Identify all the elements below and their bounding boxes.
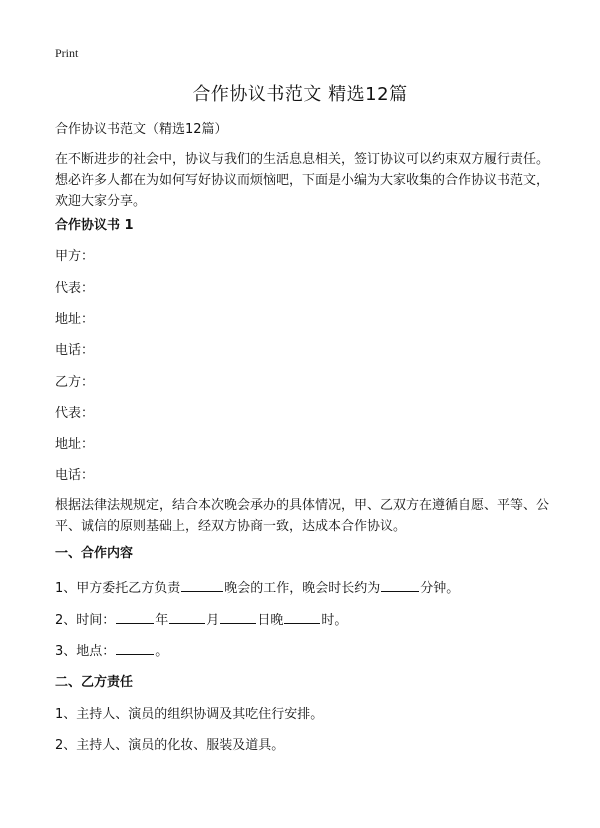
field-representative-b: 代表：	[55, 406, 95, 421]
field-phone-a: 电话：	[55, 343, 95, 358]
field-phone-b: 电话：	[55, 468, 95, 483]
section-title: 合作协议书 1	[55, 218, 134, 233]
blank-field	[220, 609, 256, 624]
document-subtitle: 合作协议书范文（精选12篇）	[55, 122, 228, 137]
intro-paragraph: 在不断进步的社会中，协议与我们的生活息息相关，签订协议可以约束双方履行责任。想必许多人都在为如何写好协议而烦恼吧，下面是小编为大家收集的合作协议书范文，欢迎大家分享。	[55, 152, 550, 209]
item3-text-b: 。	[155, 644, 169, 659]
item3-line	[55, 640, 168, 662]
item1-text-b: 晚会的工作，晚会时长约为	[224, 581, 381, 596]
duty1-line: 1、主持人、演员的组织协调及其吃住行安排。	[55, 707, 324, 722]
item1-text-a: 1、甲方委托乙方负责	[55, 581, 181, 596]
blank-field	[181, 577, 223, 592]
blank-field	[169, 609, 205, 624]
item2-text-a: 2、时间：	[55, 613, 116, 628]
field-party-b: 乙方：	[55, 375, 95, 390]
basis-paragraph: 根据法律法规规定，结合本次晚会承办的具体情况，甲、乙双方在遵循自愿、平等、公平、诚信的原则基础上，经双方协商一致，达成本合作协议。	[55, 498, 550, 534]
item1-text-c: 分钟。	[420, 581, 460, 596]
item2-line	[55, 609, 347, 631]
blank-field	[116, 609, 154, 624]
item3-text-a: 3、地点：	[55, 644, 116, 659]
item2-text-d: 日晚	[257, 613, 284, 628]
item2-text-c: 月	[206, 613, 220, 628]
part2-heading: 二、乙方责任	[55, 675, 134, 690]
blank-field	[116, 640, 154, 655]
item1-line	[55, 577, 459, 599]
blank-field	[381, 577, 419, 592]
print-link[interactable]: Print	[55, 46, 79, 60]
field-address-a: 地址：	[55, 312, 95, 327]
duty2-line: 2、主持人、演员的化妆、服装及道具。	[55, 738, 285, 753]
item2-text-b: 年	[155, 613, 169, 628]
blank-field	[284, 609, 320, 624]
field-representative-a: 代表：	[55, 281, 95, 296]
field-party-a: 甲方：	[55, 249, 95, 264]
item2-text-e: 时。	[321, 613, 348, 628]
part1-heading: 一、合作内容	[55, 546, 134, 561]
document-title: 合作协议书范文 精选12篇	[192, 84, 408, 105]
field-address-b: 地址：	[55, 437, 95, 452]
